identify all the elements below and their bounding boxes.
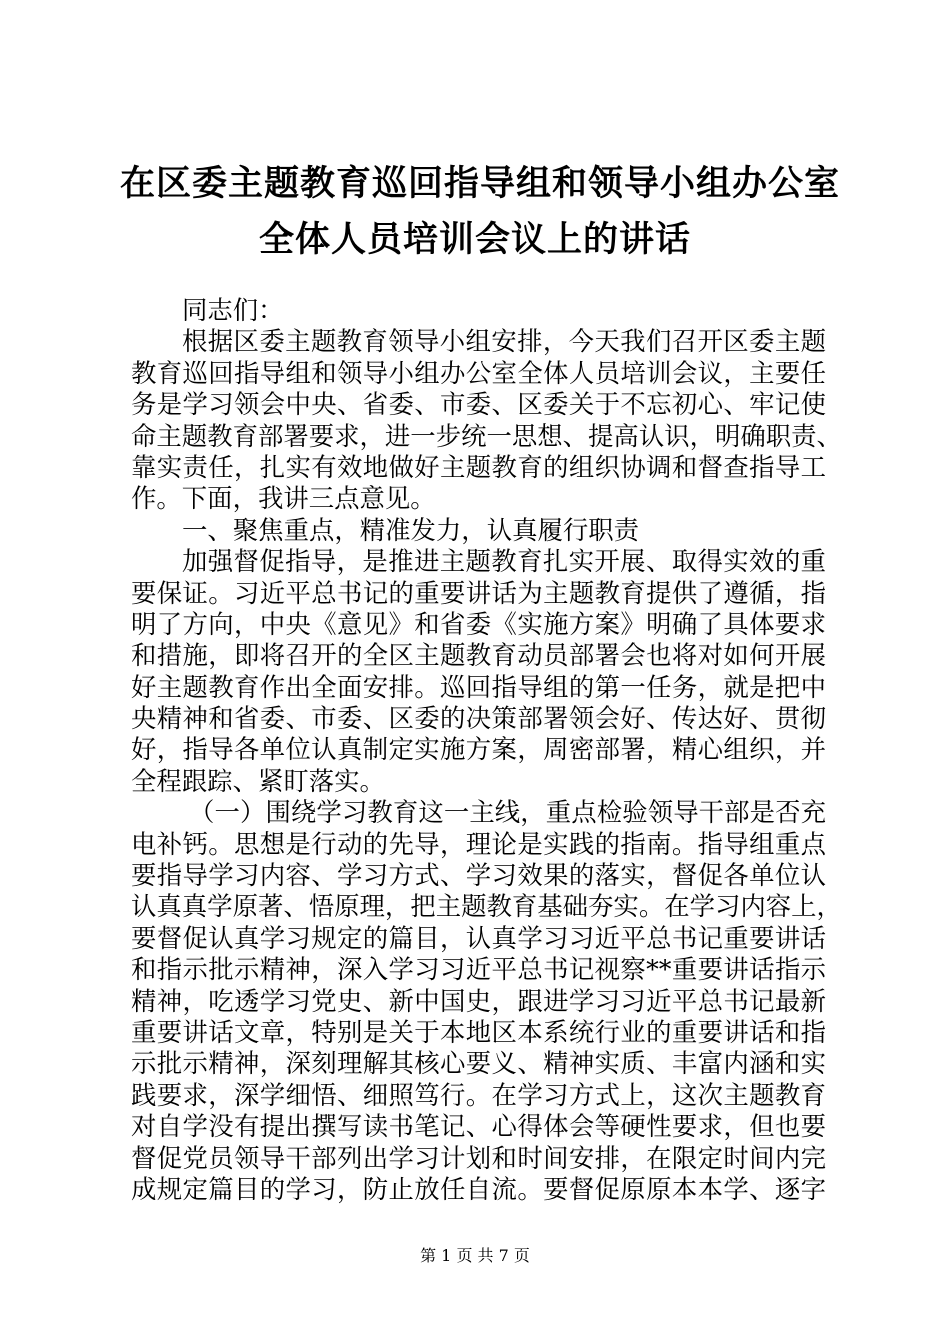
body-text-line: 要指导学习内容、学习方式、学习效果的落实，督促各单位认	[131, 860, 826, 891]
body-text-line: 认真真学原著、悟原理，把主题教育基础夯实。在学习内容上，	[131, 891, 842, 922]
body-text-line: 靠实责任，扎实有效地做好主题教育的组织协调和督查指导工	[131, 451, 826, 482]
body-text-line: 加强督促指导，是推进主题教育扎实开展、取得实效的重	[182, 546, 826, 577]
body-text-line: 和指示批示精神，深入学习习近平总书记视察**重要讲话指示	[131, 954, 826, 985]
body-text-line: 一、聚焦重点，精准发力，认真履行职责	[182, 514, 640, 545]
document-body	[131, 295, 842, 1205]
document-title-line-1: 在区委主题教育巡回指导组和领导小组办公室	[120, 163, 841, 204]
body-text-line: 央精神和省委、市委、区委的决策部署领会好、传达好、贯彻	[131, 703, 826, 734]
body-text-line: 根据区委主题教育领导小组安排，今天我们召开区委主题	[182, 326, 826, 357]
body-text-line: 示批示精神，深刻理解其核心要义、精神实质、丰富内涵和实	[131, 1048, 826, 1079]
body-text-line: 督促党员领导干部列出学习计划和时间安排，在限定时间内完	[131, 1142, 826, 1173]
body-text-line: 要督促认真学习规定的篇目，认真学习习近平总书记重要讲话	[131, 922, 826, 953]
body-text-line: 务是学习领会中央、省委、市委、区委关于不忘初心、牢记使	[131, 389, 826, 420]
body-text-line: 命主题教育部署要求，进一步统一思想、提高认识，明确职责、	[131, 420, 842, 451]
body-text-line: 电补钙。思想是行动的先导，理论是实践的指南。指导组重点	[131, 828, 826, 859]
body-text-line: 和措施，即将召开的全区主题教育动员部署会也将对如何开展	[131, 640, 826, 671]
body-text-line: 好，指导各单位认真制定实施方案，周密部署，精心组织，并	[131, 734, 826, 765]
body-text-line: 明了方向，中央《意见》和省委《实施方案》明确了具体要求	[131, 608, 826, 639]
body-text-line: 同志们：	[182, 295, 284, 325]
body-text-line: 对自学没有提出撰写读书笔记、心得体会等硬性要求，但也要	[131, 1111, 826, 1142]
body-text-line: 成规定篇目的学习，防止放任自流。要督促原原本本学、逐字	[131, 1173, 826, 1204]
body-text-line: 作。下面，我讲三点意见。	[131, 483, 436, 514]
body-text-line: （一）围绕学习教育这一主线，重点检验领导干部是否充	[189, 797, 826, 828]
body-text-line: 教育巡回指导组和领导小组办公室全体人员培训会议，主要任	[131, 357, 826, 388]
body-text-line: 好主题教育作出全面安排。巡回指导组的第一任务，就是把中	[131, 671, 826, 702]
body-text-line: 要保证。习近平总书记的重要讲话为主题教育提供了遵循，指	[131, 577, 826, 608]
body-text-line: 践要求，深学细悟、细照笃行。在学习方式上，这次主题教育	[131, 1079, 826, 1110]
body-text-line: 全程跟踪、紧盯落实。	[131, 765, 385, 796]
page-footer: 第 1 页 共 7 页	[420, 1246, 530, 1265]
body-text-line: 重要讲话文章，特别是关于本地区本系统行业的重要讲话和指	[131, 1016, 826, 1047]
body-text-line: 精神，吃透学习党史、新中国史，跟进学习习近平总书记最新	[131, 985, 826, 1016]
document-title-line-2: 全体人员培训会议上的讲话	[258, 219, 691, 260]
